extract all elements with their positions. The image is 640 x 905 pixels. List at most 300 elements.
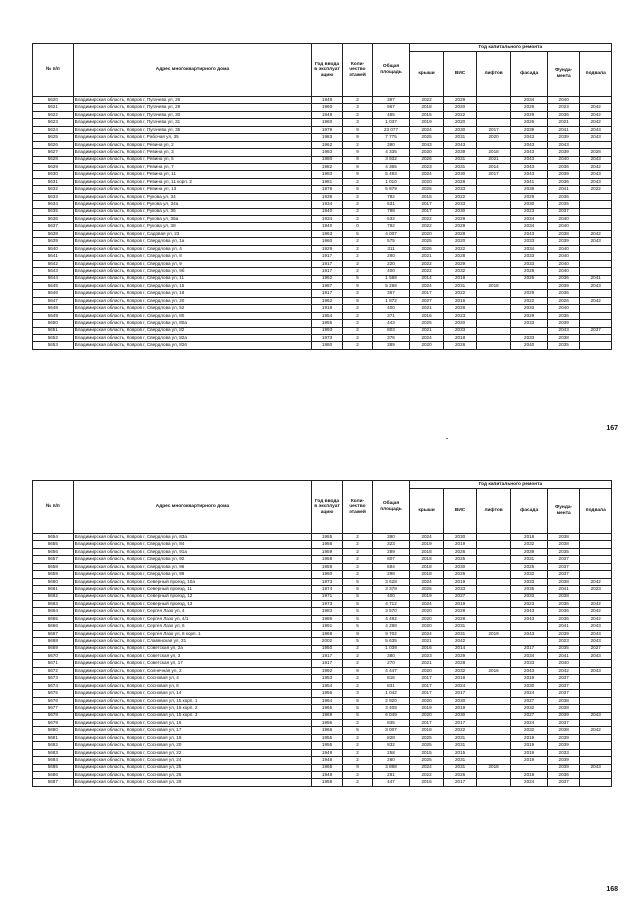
- repair-foundation-cell: 2040: [547, 245, 580, 252]
- floor-count-cell: 3: [342, 104, 372, 111]
- repair-basement-cell: [580, 253, 612, 260]
- table-row: [33, 600, 612, 607]
- total-area-cell: 1 588: [373, 275, 410, 282]
- repair-vis-cell: 2026: [444, 571, 477, 578]
- repair-vis-cell: 2019: [444, 578, 477, 585]
- repair-elevators-cell: 2014: [476, 163, 511, 170]
- repair-basement-cell: 2042: [580, 111, 612, 118]
- total-area-cell: 260: [373, 757, 410, 764]
- repair-foundation-cell: 2040: [547, 156, 580, 163]
- year-built-cell: 1981: [312, 178, 342, 185]
- repair-foundation-cell: 2036: [547, 608, 580, 615]
- repair-foundation-cell: 2038: [547, 230, 580, 237]
- repair-foundation-cell: 2033: [547, 749, 580, 756]
- repair-facade-cell: 2018: [511, 772, 548, 779]
- repair-roof-cell: 2024: [409, 335, 444, 342]
- scan-speck: [446, 438, 448, 439]
- repair-vis-cell: 2029: [444, 216, 477, 223]
- repair-elevators-cell: [476, 653, 511, 660]
- row-number-cell: 5639: [33, 238, 74, 245]
- repair-foundation-cell: 2041: [547, 126, 580, 133]
- repair-facade-cell: 2033: [511, 335, 548, 342]
- floor-count-cell: 5: [342, 275, 372, 282]
- repair-foundation-cell: 2039: [547, 238, 580, 245]
- repair-facade-cell: [511, 764, 548, 771]
- repair-facade-cell: 2024: [511, 690, 548, 697]
- table-row: [33, 320, 612, 327]
- repair-facade-cell: 2018: [511, 534, 548, 541]
- year-built-cell: 1917: [312, 660, 342, 667]
- repair-foundation-cell: 2026: [547, 297, 580, 304]
- repair-basement-cell: 2043: [580, 126, 612, 133]
- row-number-cell: 5643: [33, 268, 74, 275]
- repair-elevators-cell: [476, 320, 511, 327]
- repair-foundation-cell: 2040: [547, 305, 580, 312]
- repair-vis-cell: 2028: [444, 230, 477, 237]
- table-row: [33, 149, 612, 156]
- repair-roof-cell: 2018: [409, 563, 444, 570]
- row-number-cell: 5662: [33, 593, 74, 600]
- table-row: [33, 171, 612, 178]
- total-area-cell: 1 037: [373, 119, 410, 126]
- repair-basement-cell: [580, 320, 612, 327]
- repair-elevators-cell: 2018: [476, 149, 511, 156]
- table-row: [33, 156, 612, 163]
- repair-elevators-cell: [476, 712, 511, 719]
- repair-foundation-cell: 2041: [547, 623, 580, 630]
- header-foundation: Фунда-мента: [547, 52, 580, 97]
- row-number-cell: 5626: [33, 141, 74, 148]
- table-body: [33, 97, 612, 350]
- total-area-cell: 311: [373, 245, 410, 252]
- row-number-cell: 5677: [33, 705, 74, 712]
- floor-count-cell: 9: [342, 149, 372, 156]
- row-number-cell: 5670: [33, 653, 74, 660]
- repair-basement-cell: [580, 563, 612, 570]
- repair-elevators-cell: [476, 772, 511, 779]
- repair-elevators-cell: [476, 335, 511, 342]
- floor-count-cell: 5: [342, 593, 372, 600]
- repair-foundation-cell: 2039: [547, 757, 580, 764]
- repair-vis-cell: 2028: [444, 615, 477, 622]
- address-cell: Владимирская область, Ковров г, Свердлова ул, 80: [73, 312, 312, 319]
- row-number-cell: 5669: [33, 645, 74, 652]
- repair-basement-cell: 2043: [580, 282, 612, 289]
- repair-facade-cell: 2041: [511, 178, 548, 185]
- total-area-cell: 5 493: [373, 171, 410, 178]
- year-built-cell: 1968: [312, 630, 342, 637]
- row-number-cell: 5655: [33, 541, 74, 548]
- address-cell: Владимирская область, Ковров г, Пугачева ул, 29: [73, 104, 312, 111]
- repair-vis-cell: 2042: [444, 638, 477, 645]
- repair-elevators-cell: [476, 600, 511, 607]
- repair-vis-cell: 2028: [444, 305, 477, 312]
- header-floors: Коли-чество этажей: [342, 481, 372, 534]
- table-row: [33, 223, 612, 230]
- repair-elevators-cell: [476, 734, 511, 741]
- table-row: [33, 697, 612, 704]
- repair-elevators-cell: [476, 97, 511, 104]
- repair-vis-cell: 2024: [444, 682, 477, 689]
- repair-foundation-cell: 2036: [547, 290, 580, 297]
- floor-count-cell: 2: [342, 534, 372, 541]
- floor-count-cell: 5: [342, 230, 372, 237]
- repair-roof-cell: 2020: [409, 712, 444, 719]
- address-cell: Владимирская область, Ковров г, Сергея Лазо ул, 4/1: [73, 615, 312, 622]
- address-cell: Владимирская область, Ковров г, Свердлова ул, 91а: [73, 548, 312, 555]
- repair-basement-cell: 2042: [580, 119, 612, 126]
- repair-roof-cell: 2020: [409, 178, 444, 185]
- repair-foundation-cell: 2038: [547, 705, 580, 712]
- repair-foundation-cell: 2039: [547, 712, 580, 719]
- header-roof: крыши: [409, 52, 444, 97]
- total-area-cell: 1 039: [373, 645, 410, 652]
- repair-vis-cell: 2018: [444, 335, 477, 342]
- year-built-cell: 1987: [312, 282, 342, 289]
- repair-facade-cell: 2019: [511, 757, 548, 764]
- floor-count-cell: 2: [342, 682, 372, 689]
- repair-roof-cell: 2024: [409, 126, 444, 133]
- repair-foundation-cell: 2040: [547, 253, 580, 260]
- row-number-cell: 5683: [33, 749, 74, 756]
- table-row: [33, 653, 612, 660]
- repair-vis-cell: 2033: [444, 586, 477, 593]
- repair-basement-cell: [580, 216, 612, 223]
- repair-roof-cell: 2019: [409, 119, 444, 126]
- year-built-cell: 1955: [312, 742, 342, 749]
- floor-count-cell: 2: [342, 245, 372, 252]
- repair-basement-cell: [580, 208, 612, 215]
- repair-facade-cell: [511, 638, 548, 645]
- floor-count-cell: 2: [342, 141, 372, 148]
- repair-elevators-cell: [476, 104, 511, 111]
- total-area-cell: 5 298: [373, 282, 410, 289]
- repair-elevators-cell: [476, 645, 511, 652]
- repair-foundation-cell: 2040: [547, 97, 580, 104]
- address-cell: Владимирская область, Ковров г, Свердлова ул, 9: [73, 260, 312, 267]
- repair-vis-cell: 2030: [444, 712, 477, 719]
- repair-vis-cell: 2028: [444, 608, 477, 615]
- repair-roof-cell: 2018: [409, 548, 444, 555]
- address-cell: Владимирская область, Ковров г, Северный проезд, 13: [73, 600, 312, 607]
- repair-basement-cell: [580, 593, 612, 600]
- repair-facade-cell: 2025: [511, 563, 548, 570]
- repair-vis-cell: 2023: [444, 312, 477, 319]
- address-cell: Владимирская область, Ковров г, Сосновая ул, 24: [73, 757, 312, 764]
- row-number-cell: 5676: [33, 697, 74, 704]
- year-built-cell: 1939: [312, 193, 342, 200]
- repair-foundation-cell: 2036: [547, 193, 580, 200]
- row-number-cell: 5630: [33, 171, 74, 178]
- table-row: [33, 667, 612, 674]
- document-page-167: [0, 0, 640, 445]
- repair-elevators-cell: [476, 757, 511, 764]
- repair-basement-cell: [580, 541, 612, 548]
- table-row: [33, 275, 612, 282]
- repair-foundation-cell: 2043: [547, 327, 580, 334]
- header-num: № п/п: [33, 44, 74, 97]
- table-row: [33, 556, 612, 563]
- repair-roof-cell: 2021: [409, 305, 444, 312]
- address-cell: Владимирская область, Ковров г, Свердлова ул, 11: [73, 275, 312, 282]
- repair-basement-cell: 2043: [580, 653, 612, 660]
- repair-facade-cell: 2043: [511, 141, 548, 148]
- repair-elevators-cell: 2017: [476, 171, 511, 178]
- address-cell: Владимирская область, Ковров г, Ревина ул, 5: [73, 156, 312, 163]
- repair-vis-cell: 2029: [444, 653, 477, 660]
- repair-foundation-cell: 2039: [547, 171, 580, 178]
- table-row: [33, 719, 612, 726]
- repair-facade-cell: 2029: [511, 312, 548, 319]
- repair-vis-cell: 2031: [444, 623, 477, 630]
- repair-facade-cell: 2033: [511, 305, 548, 312]
- repair-elevators-cell: [476, 178, 511, 185]
- repair-vis-cell: 2020: [444, 238, 477, 245]
- row-number-cell: 5637: [33, 223, 74, 230]
- repair-foundation-cell: 2038: [547, 593, 580, 600]
- row-number-cell: 5633: [33, 193, 74, 200]
- table-row: [33, 282, 612, 289]
- repair-basement-cell: [580, 193, 612, 200]
- repair-basement-cell: [580, 201, 612, 208]
- total-area-cell: 220: [373, 260, 410, 267]
- floor-count-cell: 2: [342, 320, 372, 327]
- repair-roof-cell: 2022: [409, 97, 444, 104]
- total-area-cell: 4 712: [373, 600, 410, 607]
- table-row: [33, 675, 612, 682]
- table-row: [33, 660, 612, 667]
- floor-count-cell: 5: [342, 615, 372, 622]
- row-number-cell: 5624: [33, 126, 74, 133]
- repair-vis-cell: 2028: [444, 178, 477, 185]
- repair-facade-cell: [511, 623, 548, 630]
- repair-vis-cell: 2030: [444, 208, 477, 215]
- repair-roof-cell: 2018: [409, 104, 444, 111]
- repair-elevators-cell: [476, 749, 511, 756]
- year-built-cell: 1983: [312, 134, 342, 141]
- repair-basement-cell: [580, 141, 612, 148]
- repair-elevators-cell: [476, 253, 511, 260]
- repair-basement-cell: [580, 742, 612, 749]
- total-area-cell: 831: [373, 682, 410, 689]
- repair-basement-cell: [580, 548, 612, 555]
- address-cell: Владимирская область, Ковров г, Сосновая ул, 6: [73, 682, 312, 689]
- repair-elevators-cell: [476, 201, 511, 208]
- repair-elevators-cell: [476, 548, 511, 555]
- table-row: [33, 201, 612, 208]
- row-number-cell: 5671: [33, 660, 74, 667]
- repair-roof-cell: 2022: [409, 216, 444, 223]
- address-cell: Владимирская область, Ковров г, Свердлова ул, 96: [73, 563, 312, 570]
- repair-basement-cell: [580, 268, 612, 275]
- table-row: [33, 141, 612, 148]
- repair-vis-cell: 2029: [444, 97, 477, 104]
- floor-count-cell: 5: [342, 608, 372, 615]
- table-row: [33, 119, 612, 126]
- repair-elevators-cell: 2017: [476, 126, 511, 133]
- repair-vis-cell: 2028: [444, 660, 477, 667]
- floor-count-cell: 2: [342, 779, 372, 786]
- repair-foundation-cell: 2037: [547, 690, 580, 697]
- repair-roof-cell: 2016: [409, 645, 444, 652]
- floor-count-cell: 9: [342, 163, 372, 170]
- repair-foundation-cell: 2041: [547, 186, 580, 193]
- row-number-cell: 5622: [33, 111, 74, 118]
- repair-facade-cell: 2039: [511, 126, 548, 133]
- total-area-cell: 7 775: [373, 134, 410, 141]
- repair-elevators-cell: [476, 675, 511, 682]
- repair-facade-cell: 2032: [511, 571, 548, 578]
- address-cell: Владимирская область, Ковров г, Пугачева ул, 35: [73, 126, 312, 133]
- repair-facade-cell: 2043: [511, 230, 548, 237]
- total-area-cell: 835: [373, 719, 410, 726]
- floor-count-cell: 9: [342, 156, 372, 163]
- row-number-cell: 5673: [33, 675, 74, 682]
- year-built-cell: 1978: [312, 186, 342, 193]
- row-number-cell: 5620: [33, 97, 74, 104]
- repair-facade-cell: 2043: [511, 608, 548, 615]
- year-built-cell: 1949: [312, 749, 342, 756]
- repair-foundation-cell: 2041: [547, 653, 580, 660]
- total-area-cell: 400: [373, 268, 410, 275]
- repair-elevators-cell: [476, 223, 511, 230]
- repair-roof-cell: 2014: [409, 275, 444, 282]
- repair-vis-cell: 2020: [444, 104, 477, 111]
- repair-roof-cell: 2026: [409, 156, 444, 163]
- repair-basement-cell: 2022: [580, 186, 612, 193]
- year-built-cell: 1979: [312, 126, 342, 133]
- row-number-cell: 5663: [33, 600, 74, 607]
- address-cell: Владимирская область, Ковров г, Сергея Лазо ул, 8 корп. 1: [73, 630, 312, 637]
- repair-foundation-cell: 2035: [547, 548, 580, 555]
- repair-basement-cell: 2042: [580, 230, 612, 237]
- repair-elevators-cell: [476, 193, 511, 200]
- repair-basement-cell: [580, 312, 612, 319]
- table-row: [33, 253, 612, 260]
- row-number-cell: 5668: [33, 638, 74, 645]
- repair-foundation-cell: 2037: [547, 675, 580, 682]
- repair-basement-cell: 2042: [580, 297, 612, 304]
- repair-roof-cell: 2022: [409, 268, 444, 275]
- total-area-cell: 380: [373, 653, 410, 660]
- address-cell: Владимирская область, Ковров г, Ревина ул, 11 корп. 2: [73, 178, 312, 185]
- address-cell: Владимирская область, Ковров г, Советская ул, 3: [73, 653, 312, 660]
- floor-count-cell: 5: [342, 586, 372, 593]
- year-built-cell: 1917: [312, 290, 342, 297]
- repair-elevators-cell: [476, 690, 511, 697]
- floor-count-cell: 9: [342, 764, 372, 771]
- repair-roof-cell: 2020: [409, 623, 444, 630]
- floor-count-cell: 2: [342, 260, 372, 267]
- repair-roof-cell: 2020: [409, 608, 444, 615]
- floor-count-cell: 9: [342, 667, 372, 674]
- repair-foundation-cell: 2038: [547, 697, 580, 704]
- table-row: [33, 134, 612, 141]
- repair-vis-cell: 2014: [444, 645, 477, 652]
- address-cell: Владимирская область, Ковров г, Сосновая ул, 14: [73, 690, 312, 697]
- row-number-cell: 5685: [33, 764, 74, 771]
- total-area-cell: 3 628: [373, 578, 410, 585]
- repair-roof-cell: 2019: [409, 705, 444, 712]
- address-cell: Владимирская область, Ковров г, Сосновая ул, 17: [73, 727, 312, 734]
- year-built-cell: 1973: [312, 600, 342, 607]
- year-built-cell: 1974: [312, 586, 342, 593]
- floor-count-cell: 5: [342, 600, 372, 607]
- year-built-cell: 1918: [312, 305, 342, 312]
- row-number-cell: 5644: [33, 275, 74, 282]
- header-year: Год ввода в эксплуат ацию: [312, 44, 342, 97]
- repair-vis-cell: 2026: [444, 342, 477, 349]
- repair-facade-cell: 2032: [511, 727, 548, 734]
- year-built-cell: 1929: [312, 245, 342, 252]
- total-area-cell: 782: [373, 193, 410, 200]
- repair-facade-cell: 2032: [511, 705, 548, 712]
- table-row: [33, 727, 612, 734]
- row-number-cell: 5675: [33, 690, 74, 697]
- repair-vis-cell: 2028: [444, 253, 477, 260]
- repair-facade-cell: 2031: [511, 556, 548, 563]
- repair-basement-cell: [580, 245, 612, 252]
- year-built-cell: 1917: [312, 260, 342, 267]
- row-number-cell: 5678: [33, 712, 74, 719]
- table-row: [33, 548, 612, 555]
- repair-facade-cell: 2029: [511, 111, 548, 118]
- repair-foundation-cell: 2035: [547, 342, 580, 349]
- repair-vis-cell: 2022: [444, 193, 477, 200]
- repair-elevators-cell: [476, 623, 511, 630]
- repair-foundation-cell: 2035: [547, 645, 580, 652]
- row-number-cell: 5659: [33, 571, 74, 578]
- repair-roof-cell: 2025: [409, 186, 444, 193]
- repair-roof-cell: 2015: [409, 111, 444, 118]
- year-built-cell: 1948: [312, 111, 342, 118]
- repair-roof-cell: 2022: [409, 772, 444, 779]
- repair-elevators-cell: [476, 727, 511, 734]
- table-row: [33, 749, 612, 756]
- repair-facade-cell: 2019: [511, 742, 548, 749]
- header-address: Адрес многоквартирного дома: [73, 481, 312, 534]
- repair-roof-cell: 2024: [409, 630, 444, 637]
- repair-roof-cell: 2018: [409, 556, 444, 563]
- address-cell: Владимирская область, Ковров г, Сосновая ул, 22: [73, 749, 312, 756]
- repair-roof-cell: 2020: [409, 667, 444, 674]
- table-row: [33, 593, 612, 600]
- repair-facade-cell: 2022: [511, 297, 548, 304]
- repair-basement-cell: [580, 305, 612, 312]
- repair-vis-cell: 2025: [444, 556, 477, 563]
- address-cell: Владимирская область, Ковров г, Пугачева ул, 30: [73, 111, 312, 118]
- repair-facade-cell: 2040: [511, 342, 548, 349]
- total-area-cell: 1 010: [373, 178, 410, 185]
- year-built-cell: 1948: [312, 97, 342, 104]
- floor-count-cell: 5: [342, 727, 372, 734]
- repair-foundation-cell: 2036: [547, 312, 580, 319]
- address-cell: Владимирская область, Ковров г, Сосновая ул, 15 корп. 1: [73, 697, 312, 704]
- repair-foundation-cell: 2036: [547, 178, 580, 185]
- repair-basement-cell: 2043: [580, 134, 612, 141]
- floor-count-cell: 2: [342, 757, 372, 764]
- header-foundation: Фунда-мента: [547, 489, 580, 534]
- table-row: [33, 645, 612, 652]
- repair-elevators-cell: 2019: [476, 630, 511, 637]
- year-built-cell: 1948: [312, 757, 342, 764]
- repair-basement-cell: [580, 342, 612, 349]
- repair-roof-cell: 2017: [409, 208, 444, 215]
- floor-count-cell: 2: [342, 290, 372, 297]
- repair-basement-cell: [580, 223, 612, 230]
- table-row: [33, 772, 612, 779]
- repair-elevators-cell: [476, 779, 511, 786]
